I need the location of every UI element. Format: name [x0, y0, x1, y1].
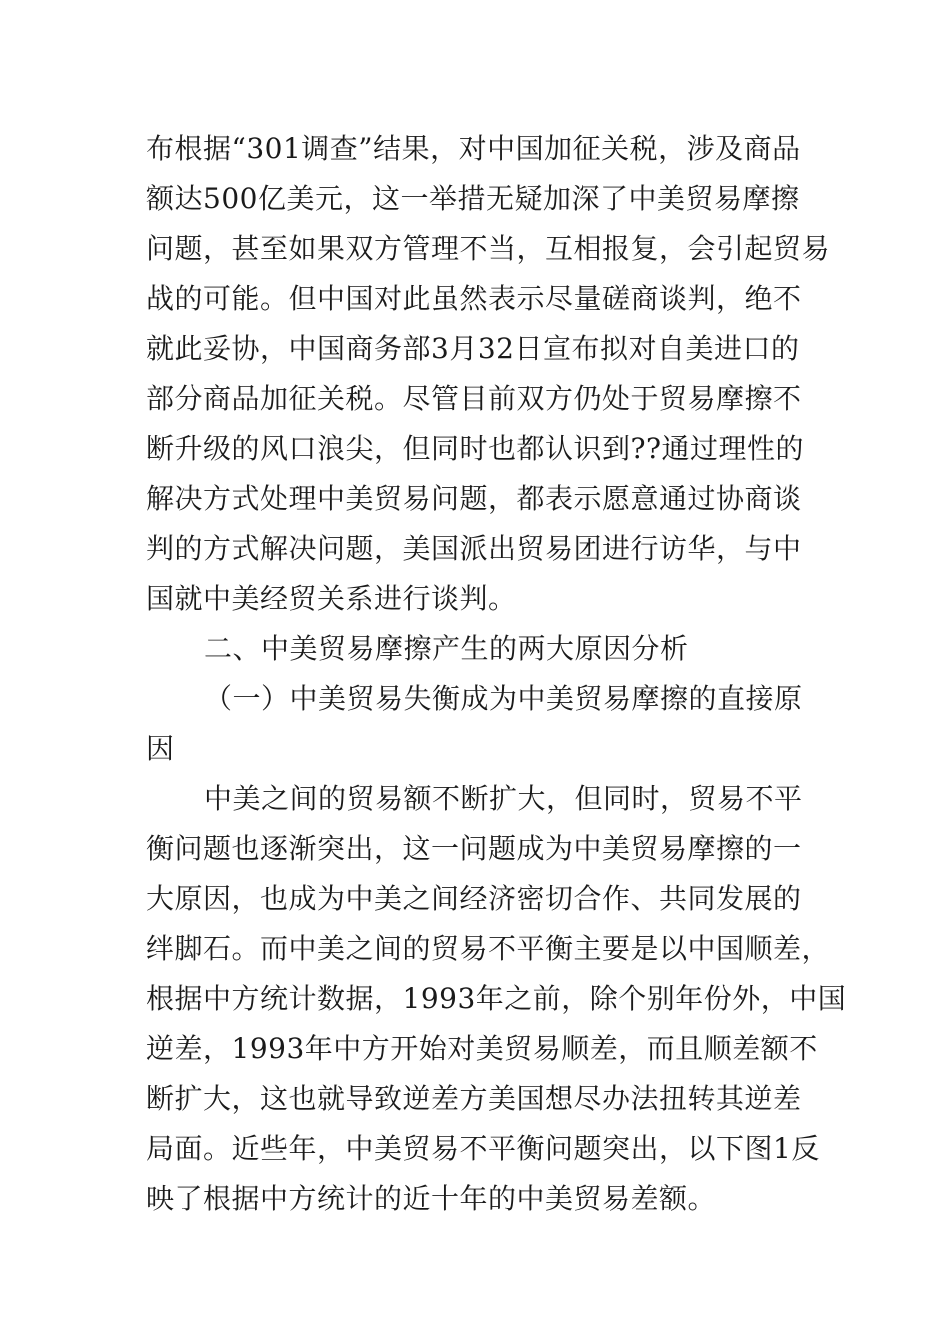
paragraph-line: 映了根据中方统计的近十年的中美贸易差额。 [146, 1182, 717, 1215]
paragraph-line: 绊脚石。而中美之间的贸易不平衡主要是以中国顺差， [146, 932, 831, 965]
paragraph-line: 解决方式处理中美贸易问题，都表示愿意通过协商谈 [146, 482, 802, 515]
paragraph-line: 国就中美经贸关系进行谈判。 [146, 582, 517, 615]
paragraph-line: 断扩大，这也就导致逆差方美国想尽办法扭转其逆差 [146, 1082, 802, 1115]
paragraph-line: 问题，甚至如果双方管理不当，互相报复，会引起贸易 [146, 232, 831, 265]
paragraph-line: 布根据“301调查”结果，对中国加征关税，涉及商品 [146, 132, 801, 165]
paragraph-line: 就此妥协，中国商务部3月32日宣布拟对自美进口的 [146, 332, 800, 365]
section-heading: 二、中美贸易摩擦产生的两大原因分析 [204, 632, 689, 665]
subsection-heading-continued: 因 [146, 732, 175, 765]
subsection-heading: （一）中美贸易失衡成为中美贸易摩擦的直接原 [204, 682, 803, 715]
paragraph-line: 断升级的风口浪尖，但同时也都认识到??通过理性的 [146, 432, 805, 465]
paragraph-line: 局面。近些年，中美贸易不平衡问题突出，以下图1反 [146, 1132, 820, 1165]
paragraph-line: 战的可能。但中国对此虽然表示尽量磋商谈判，绝不 [146, 282, 802, 315]
paragraph-line: 根据中方统计数据，1993年之前，除个别年份外，中国 [146, 982, 847, 1015]
paragraph-line: 大原因，也成为中美之间经济密切合作、共同发展的 [146, 882, 802, 915]
paragraph-line: 衡问题也逐渐突出，这一问题成为中美贸易摩擦的一 [146, 832, 802, 865]
paragraph-line: 逆差，1993年中方开始对美贸易顺差，而且顺差额不 [146, 1032, 818, 1065]
paragraph-line: 中美之间的贸易额不断扩大，但同时，贸易不平 [204, 782, 803, 815]
paragraph-line: 部分商品加征关税。尽管目前双方仍处于贸易摩擦不 [146, 382, 802, 415]
paragraph-line: 额达500亿美元，这一举措无疑加深了中美贸易摩擦 [146, 182, 800, 215]
paragraph-line: 判的方式解决问题，美国派出贸易团进行访华，与中 [146, 532, 802, 565]
